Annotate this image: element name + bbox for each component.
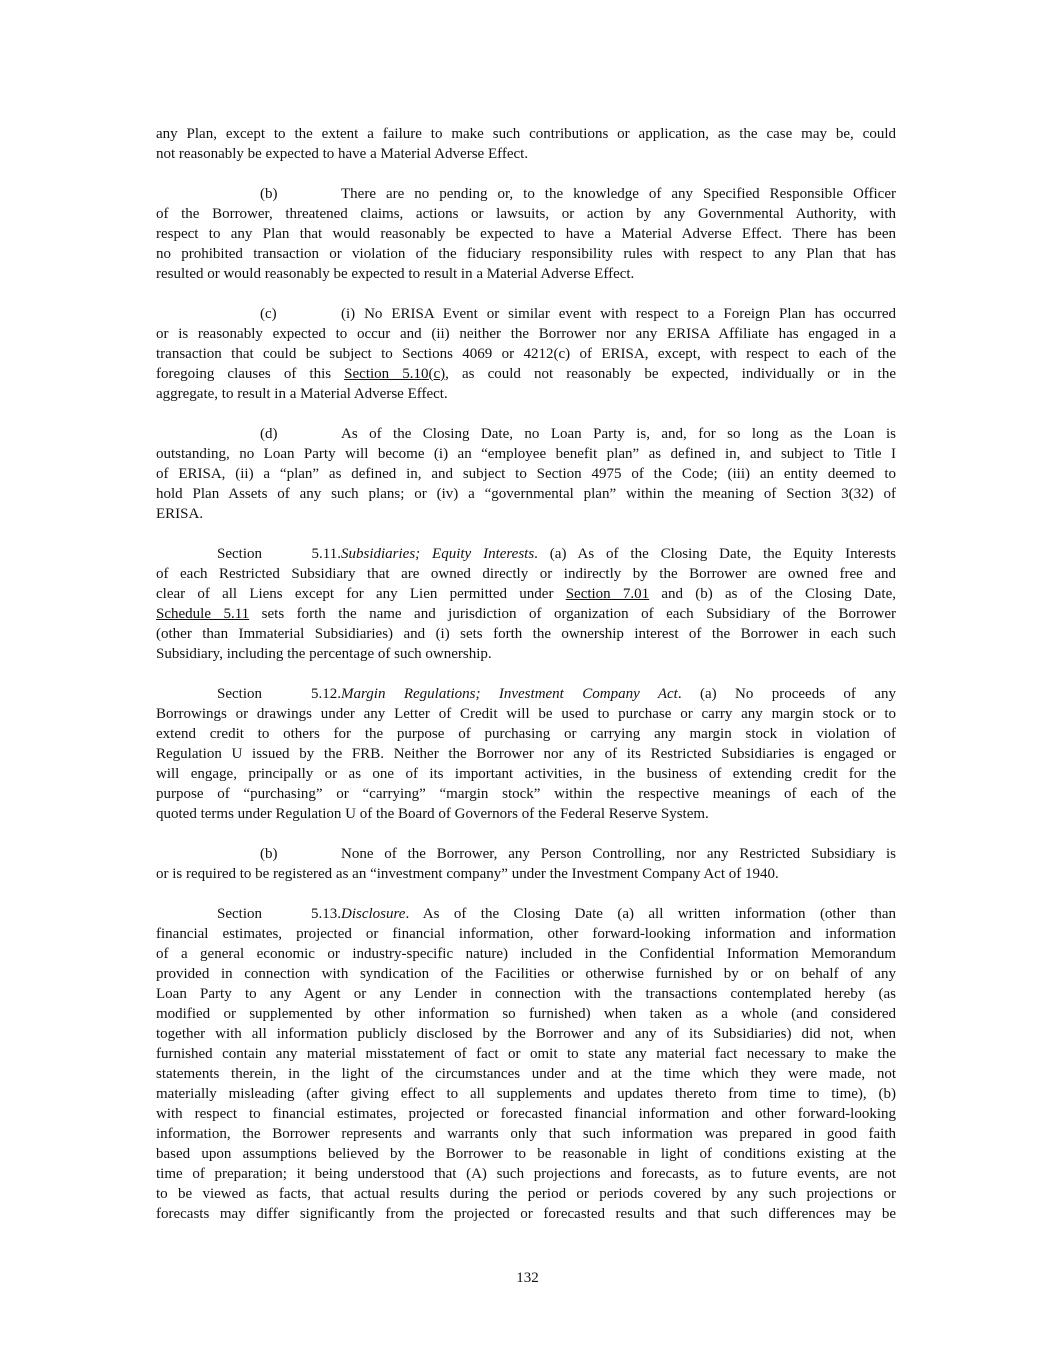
text-segment: transaction that could be subject to Sections 4069 or 4212(c) of ERISA, except, with respect to each of the bbox=[156, 346, 896, 362]
text-line bbox=[156, 964, 896, 984]
text-segment: provided in connection with syndication of the Facilities or otherwise furnished by or on behalf of any bbox=[156, 966, 896, 982]
text-line bbox=[156, 624, 896, 644]
text-segment: As of the Closing Date, no Loan Party is, and, for so long as the Loan is bbox=[341, 426, 896, 442]
text-segment: furnished contain any material misstatement of fact or omit to state any material fact necessary to make the bbox=[156, 1046, 896, 1062]
text-segment: , as could not reasonably be expected, individually or in the bbox=[445, 366, 896, 382]
text-segment: (i) No ERISA Event or similar event with respect to a Foreign Plan has occurred bbox=[341, 306, 896, 322]
text-line bbox=[156, 684, 896, 704]
section-number: Section 5.13. bbox=[217, 906, 341, 922]
section-paragraph bbox=[156, 684, 896, 824]
text-segment: . (a) No proceeds of any bbox=[677, 686, 896, 702]
text-line bbox=[156, 984, 896, 1004]
clause-label: (b) bbox=[260, 186, 278, 202]
text-segment: of a general economic or industry-specific nature) included in the Confidential Information Memorandum bbox=[156, 946, 896, 962]
section-number: Section 5.11. bbox=[217, 546, 341, 562]
clause-paragraph bbox=[156, 184, 896, 284]
text-line bbox=[156, 544, 896, 564]
text-segment: statements therein, in the light of the circumstances under and at the time which they were made, not bbox=[156, 1066, 896, 1082]
text-segment: based upon assumptions believed by the Borrower to be reasonable in light of conditions existing at the bbox=[156, 1146, 896, 1162]
text-line bbox=[156, 204, 896, 224]
text-segment: or is reasonably expected to occur and (ii) neither the Borrower nor any ERISA Affiliate has engaged in a bbox=[156, 326, 896, 342]
text-line bbox=[156, 644, 896, 664]
clause-paragraph bbox=[156, 304, 896, 404]
text-line bbox=[156, 484, 896, 504]
text-segment: materially misleading (after giving effect to all supplements and updates thereto from time to time), (b) bbox=[156, 1086, 896, 1102]
clause-label: (c) bbox=[260, 306, 277, 322]
section-title: Subsidiaries; Equity Interests bbox=[341, 546, 535, 562]
text-segment: None of the Borrower, any Person Controlling, nor any Restricted Subsidiary is bbox=[341, 846, 896, 862]
text-line bbox=[156, 924, 896, 944]
text-line bbox=[156, 384, 896, 404]
text-segment: extend credit to others for the purpose of purchasing or carrying any margin stock in violation of bbox=[156, 726, 896, 742]
text-line bbox=[156, 144, 896, 164]
text-segment: of each Restricted Subsidiary that are owned directly or indirectly by the Borrower are owned free and bbox=[156, 566, 896, 582]
page-number: 132 bbox=[516, 1270, 539, 1286]
text-segment: clear of all Liens except for any Lien permitted under bbox=[156, 586, 566, 602]
text-segment: and (b) as of the Closing Date, bbox=[649, 586, 897, 602]
text-segment: Subsidiary, including the percentage of such ownership. bbox=[156, 646, 492, 662]
text-segment: foregoing clauses of this bbox=[156, 366, 345, 382]
text-line bbox=[156, 724, 896, 744]
text-line bbox=[156, 604, 896, 624]
text-segment: sets forth the name and jurisdiction of organization of each Subsidiary of the Borrower bbox=[249, 606, 896, 622]
text-segment: quoted terms under Regulation U of the Board of Governors of the Federal Reserve System. bbox=[156, 806, 709, 822]
text-segment: hold Plan Assets of any such plans; or (iv) a “governmental plan” within the meaning of Section 3(32) of bbox=[156, 486, 896, 502]
text-segment: Loan Party to any Agent or any Lender in connection with the transactions contemplated hereby (as bbox=[156, 986, 896, 1002]
text-line bbox=[156, 1204, 896, 1224]
text-segment: no prohibited transaction or violation of the fiduciary responsibility rules with respect to any Plan that has bbox=[156, 246, 896, 262]
text-line bbox=[156, 224, 896, 244]
text-segment: information, the Borrower represents and warrants only that such information was prepared in good faith bbox=[156, 1126, 896, 1142]
text-line bbox=[156, 304, 896, 324]
text-line bbox=[156, 764, 896, 784]
text-line bbox=[156, 1004, 896, 1024]
document-page bbox=[156, 124, 896, 1244]
text-line bbox=[156, 324, 896, 344]
text-line bbox=[156, 564, 896, 584]
text-line bbox=[156, 424, 896, 444]
text-line bbox=[156, 444, 896, 464]
paragraph bbox=[156, 124, 896, 164]
text-segment: of the Borrower, threatened claims, actions or lawsuits, or action by any Governmental Authority, with bbox=[156, 206, 896, 222]
text-line bbox=[156, 784, 896, 804]
text-line bbox=[156, 1024, 896, 1044]
text-segment: financial estimates, projected or financial information, other forward-looking information and information bbox=[156, 926, 896, 942]
cross-reference: Section 5.10(c) bbox=[344, 366, 446, 382]
text-line bbox=[156, 584, 896, 604]
text-line bbox=[156, 804, 896, 824]
clause-paragraph bbox=[156, 844, 896, 884]
text-segment: There are no pending or, to the knowledge of any Specified Responsible Officer bbox=[341, 186, 896, 202]
text-line bbox=[156, 124, 896, 144]
clause-paragraph bbox=[156, 424, 896, 524]
text-line bbox=[156, 464, 896, 484]
clause-label: (b) bbox=[260, 846, 278, 862]
section-title: Margin Regulations; Investment Company Act bbox=[341, 686, 678, 702]
text-segment: respect to any Plan that would reasonably be expected to have a Material Adverse Effect. There has been bbox=[156, 226, 896, 242]
text-segment: purpose of “purchasing” or “carrying” “margin stock” within the respective meanings of each of the bbox=[156, 786, 896, 802]
text-line bbox=[156, 904, 896, 924]
text-line bbox=[156, 504, 896, 524]
text-segment: Borrowings or drawings under any Letter of Credit will be used to purchase or carry any margin stock or to bbox=[156, 706, 896, 722]
text-line bbox=[156, 1104, 896, 1124]
text-line bbox=[156, 1184, 896, 1204]
text-segment: any Plan, except to the extent a failure to make such contributions or application, as the case may be, could bbox=[156, 126, 896, 142]
text-segment: will engage, principally or as one of its important activities, in the business of extending credit for the bbox=[156, 766, 896, 782]
text-segment: time of preparation; it being understood that (A) such projections and forecasts, as to future events, are not bbox=[156, 1166, 896, 1182]
text-segment: or is required to be registered as an “investment company” under the Investment Company Act of 1940. bbox=[156, 866, 779, 882]
text-segment: not reasonably be expected to have a Material Adverse Effect. bbox=[156, 146, 529, 162]
section-paragraph bbox=[156, 544, 896, 664]
text-segment: . (a) As of the Closing Date, the Equity Interests bbox=[534, 546, 896, 562]
text-line bbox=[156, 264, 896, 284]
text-segment: . As of the Closing Date (a) all written information (other than bbox=[405, 906, 896, 922]
text-line bbox=[156, 1084, 896, 1104]
section-number: Section 5.12. bbox=[217, 686, 341, 702]
text-line bbox=[156, 184, 896, 204]
text-segment: (other than Immaterial Subsidiaries) and (i) sets forth the ownership interest of the Borrower in each such bbox=[156, 626, 896, 642]
cross-reference: Section 7.01 bbox=[565, 586, 650, 602]
clause-label: (d) bbox=[260, 426, 278, 442]
text-line bbox=[156, 1164, 896, 1184]
text-segment: aggregate, to result in a Material Adverse Effect. bbox=[156, 386, 448, 402]
text-segment: with respect to financial estimates, projected or forecasted financial information and other forward-looking bbox=[156, 1106, 896, 1122]
cross-reference: Schedule 5.11 bbox=[156, 606, 250, 622]
text-line bbox=[156, 744, 896, 764]
text-segment: of ERISA, (ii) a “plan” as defined in, and subject to Section 4975 of the Code; (iii) an entity deemed to bbox=[156, 466, 896, 482]
text-segment: together with all information publicly disclosed by the Borrower and any of its Subsidiaries) did not, when bbox=[156, 1026, 896, 1042]
text-segment: outstanding, no Loan Party will become (i) an “employee benefit plan” as defined in, and subject to Title I bbox=[156, 446, 896, 462]
section-paragraph bbox=[156, 904, 896, 1224]
text-line bbox=[156, 864, 896, 884]
text-line bbox=[156, 704, 896, 724]
text-line bbox=[156, 1124, 896, 1144]
text-segment: resulted or would reasonably be expected to result in a Material Adverse Effect. bbox=[156, 266, 635, 282]
text-segment: to be viewed as facts, that actual results during the period or periods covered by any such projections or bbox=[156, 1186, 896, 1202]
text-segment: forecasts may differ significantly from the projected or forecasted results and that such differences may be bbox=[156, 1206, 896, 1222]
text-line bbox=[156, 244, 896, 264]
text-line bbox=[156, 1044, 896, 1064]
text-segment: ERISA. bbox=[156, 506, 204, 522]
text-line bbox=[156, 944, 896, 964]
text-line bbox=[156, 844, 896, 864]
text-line bbox=[156, 364, 896, 384]
text-segment: Regulation U issued by the FRB. Neither the Borrower nor any of its Restricted Subsidiaries is engaged or bbox=[156, 746, 896, 762]
section-title: Disclosure bbox=[341, 906, 406, 922]
text-line bbox=[156, 1064, 896, 1084]
text-line bbox=[156, 1144, 896, 1164]
text-line bbox=[156, 344, 896, 364]
text-segment: modified or supplemented by other information so furnished) when taken as a whole (and considered bbox=[156, 1006, 896, 1022]
